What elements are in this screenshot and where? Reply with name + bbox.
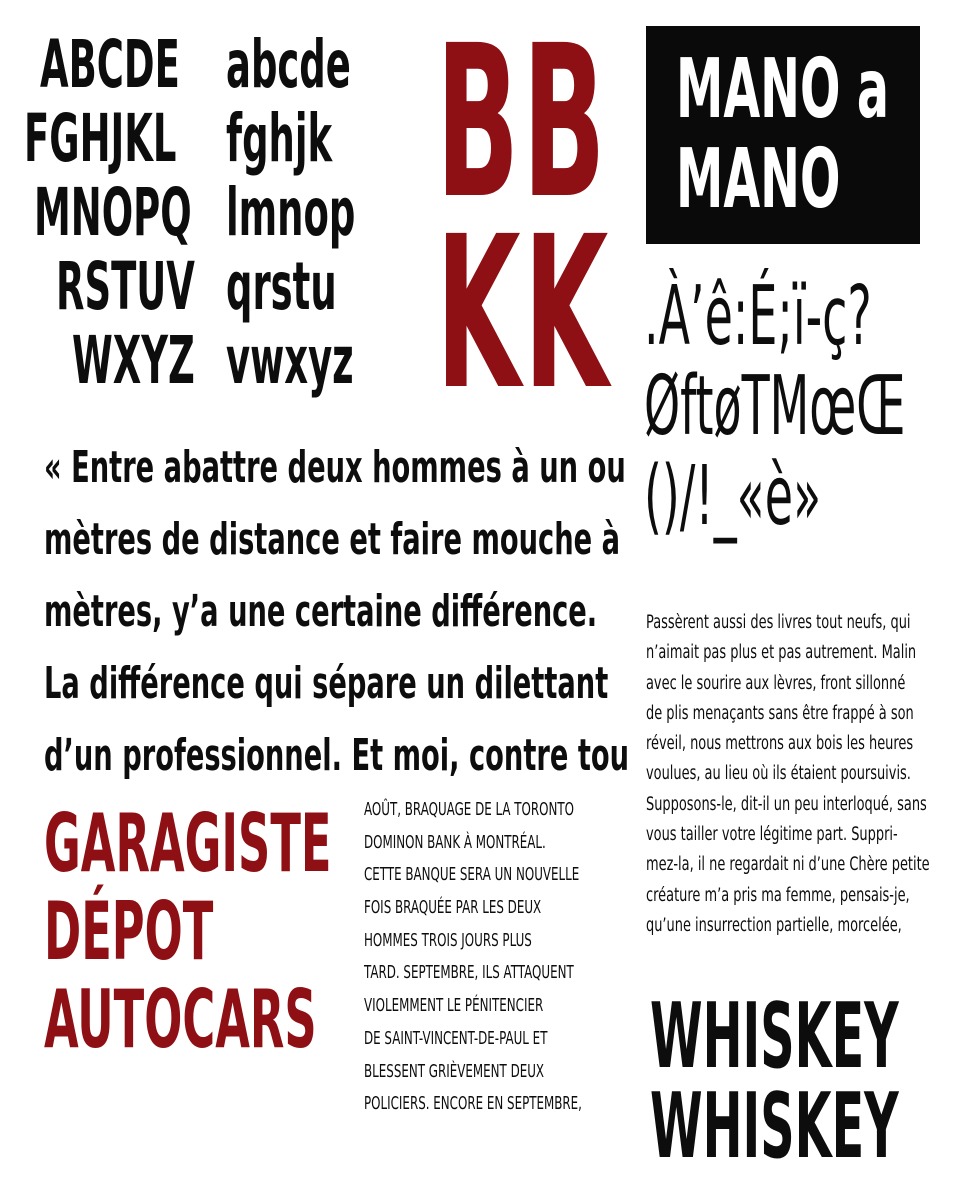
whiskey-line: WHISKEY [650, 1074, 899, 1179]
display-letters-bb: BB [436, 0, 609, 245]
uppercase-letters: MNOPQ [34, 174, 192, 251]
garagiste-heading [44, 797, 354, 1066]
heading-line: DÉPOT [44, 885, 214, 978]
alphabet-line [34, 174, 380, 251]
lowercase-letters: abcde [226, 26, 351, 103]
paragraph-line: vous tailler votre légitime part. Suppri- [646, 824, 898, 846]
paragraph-line: Passèrent aussi des livres tout neufs, qui [646, 612, 911, 633]
caps-line: CETTE BANQUE SERA UN NOUVELLE [364, 864, 580, 886]
mano-line: MANO [676, 132, 841, 227]
quote-line: mètres, y’a une certaine différence. [44, 586, 598, 637]
paragraph-line: qu’une insurrection partielle, morcelée, [646, 914, 902, 936]
caps-line: VIOLEMMENT LE PÉNITENCIER [364, 995, 544, 1017]
alphabet-specimen [24, 26, 380, 399]
paragraph-line: réveil, nous mettrons aux bois les heures [646, 733, 914, 755]
caps-line: POLICIERS. ENCORE EN SEPTEMBRE, [364, 1093, 582, 1115]
caps-line: BLESSENT GRIÈVEMENT DEUX [364, 1060, 545, 1082]
uppercase-letters: ABCDE [40, 26, 180, 103]
paragraph-line: voulues, au lieu où ils étaient poursuivis. [646, 763, 911, 785]
lowercase-letters: fghjk [226, 100, 333, 177]
paragraph-line: n’aimait pas plus et pas autrement. Malin [646, 642, 917, 664]
alphabet-line [40, 250, 380, 324]
uppercase-letters: RSTUV [56, 248, 195, 325]
quote-line: d’un professionnel. Et moi, contre tou [44, 730, 630, 781]
caps-line: DOMINON BANK À MONTRÉAL. [364, 831, 546, 853]
uppercase-letters: WXYZ [72, 322, 195, 399]
paragraph-line: créature m’a pris ma femme, pensais-je, [646, 884, 910, 906]
caps-line: HOMMES TROIS JOURS PLUS [364, 929, 532, 951]
lowercase-letters: lmnop [226, 174, 356, 251]
caps-line: TARD. SEPTEMBRE, ILS ATTAQUENT [364, 962, 574, 984]
heading-line: AUTOCARS [44, 973, 317, 1066]
glyph-row: .À’ê:É;ï-ç? [644, 269, 872, 364]
glyph-specimen [644, 269, 934, 544]
quote-block [44, 432, 630, 781]
lowercase-letters: qrstu [226, 248, 337, 325]
caps-line: AOÛT, BRAQUAGE DE LA TORONTO [364, 799, 575, 820]
caps-line: FOIS BRAQUÉE PAR LES DEUX [364, 897, 542, 919]
paragraph-line: mez-la, il ne regardait ni d’une Chère petite [646, 854, 930, 876]
display-letters [436, 0, 616, 436]
glyph-row: ()/!_«è» [644, 449, 822, 544]
heading-line: GARAGISTE [44, 797, 332, 890]
lowercase-letters: vwxyz [226, 322, 354, 399]
alphabet-line [24, 100, 380, 177]
whiskey-line: WHISKEY [650, 984, 899, 1089]
caps-column [364, 794, 614, 1121]
mano-line: MANO a [676, 42, 890, 137]
body-paragraph [646, 608, 936, 941]
whiskey-heading [650, 984, 950, 1179]
paragraph-line: de plis menaçants sans être frappé à son [646, 702, 914, 724]
paragraph-line: avec le sourire aux lèvres, front sillonné [646, 672, 906, 694]
alphabet-line [40, 324, 380, 398]
caps-line: DE SAINT-VINCENT-DE-PAUL ET [364, 1027, 548, 1049]
quote-line: La différence qui sépare un dilettant [44, 658, 609, 709]
uppercase-letters: FGHJKL [24, 100, 177, 177]
display-letters-kk: KK [436, 191, 612, 436]
quote-line: « Entre abattre deux hommes à un ou [44, 442, 626, 493]
quote-line: mètres de distance et faire mouche à [44, 514, 621, 565]
mano-a-mano-box [646, 26, 920, 244]
paragraph-line: Supposons-le, dit-il un peu interloqué, sans [646, 793, 927, 815]
alphabet-line [40, 28, 380, 102]
glyph-row: ØftøTMœŒ [644, 359, 906, 454]
